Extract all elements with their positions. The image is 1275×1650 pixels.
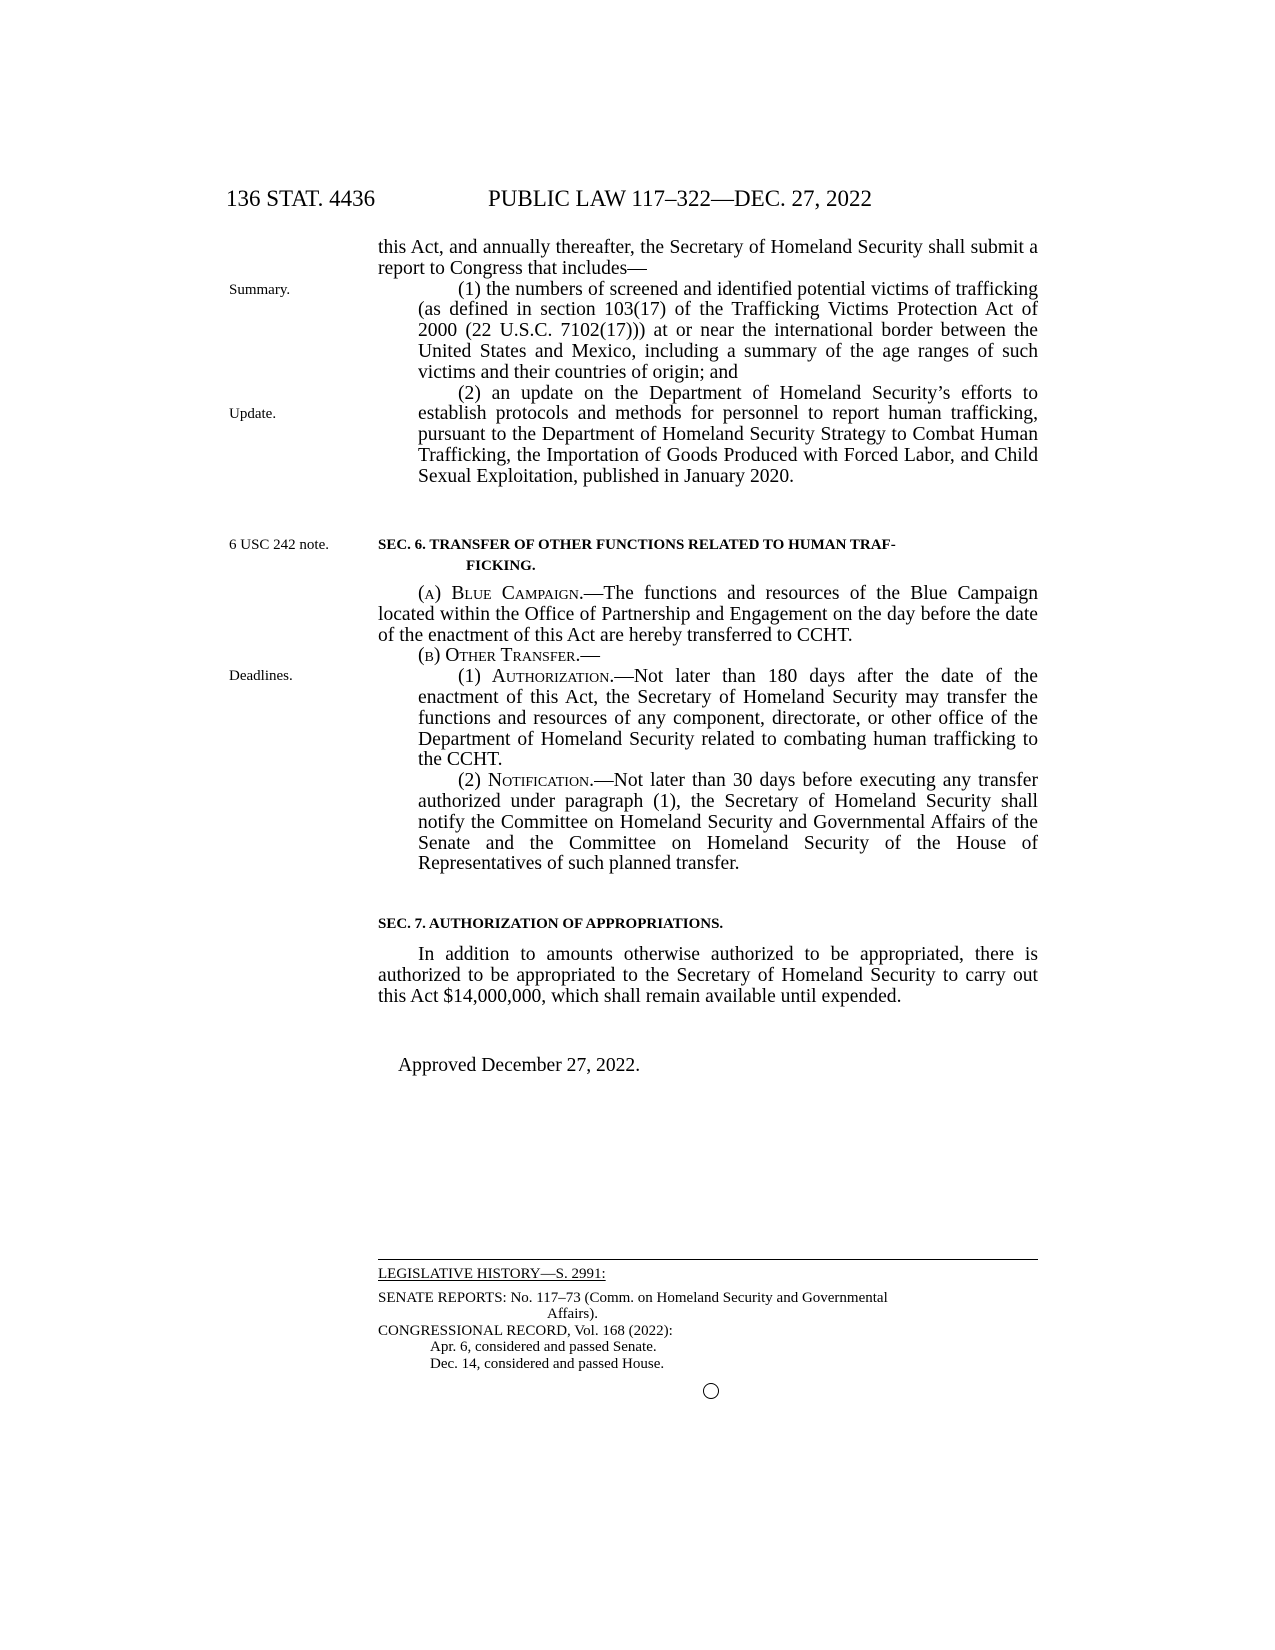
running-head-title: PUBLIC LAW 117–322—DEC. 27, 2022 xyxy=(488,186,873,211)
paragraph-b1-text: —Not later than 180 days after the date of the enactment of this Act, the Secretary of Homeland Security may transfer the functions and resources of any component, directorate, or other office of the Department of Homeland Security related to combating human trafficking to the CCHT. xyxy=(418,666,1038,771)
report-requirements-block xyxy=(378,238,1038,488)
subsection-b xyxy=(378,646,1038,667)
subsection-a xyxy=(378,584,1038,646)
legislative-history-rule xyxy=(378,1259,1038,1260)
section-7-text: In addition to amounts otherwise authorized to be appropriated, there is authorized to be appropriated to the Secretary of Homeland Security to carry out this Act $14,000,000, which shall remain available until expended. xyxy=(378,944,1038,1007)
senate-reports-line1: SENATE REPORTS: No. 117–73 (Comm. on Homeland Security and Governmental xyxy=(378,1289,888,1306)
section-6-heading xyxy=(378,535,1038,577)
section-7-heading: SEC. 7. AUTHORIZATION OF APPROPRIATIONS. xyxy=(378,916,724,932)
subsection-a-label: (a) Blue Campaign. xyxy=(418,583,584,604)
section-7-body xyxy=(378,945,1038,1007)
paragraph-b1-label: (1) Authorization. xyxy=(458,666,615,688)
paragraph-b2-label: (2) Notification. xyxy=(458,770,595,792)
report-items xyxy=(378,280,1038,488)
end-mark-circle-icon xyxy=(703,1383,719,1399)
paragraph-b2-text: —Not later than 30 days before executing any transfer authorized under paragraph (1), the Secretary of Homeland Security shall notify the Committee on Homeland Security and Governmental Affairs of the Senate and the Committee on Homeland Security of the House of Representatives of such planned transfer. xyxy=(418,770,1038,875)
stat-page-number: 136 STAT. 4436 xyxy=(226,186,376,211)
paragraph-b1 xyxy=(378,667,1038,771)
subsection-a-text: —The functions and resources of the Blue Campaign located within the Office of Partnership and Engagement on the day before the date of the enactment of this Act are hereby transferred to CCHT. xyxy=(378,583,1038,646)
margin-note-update: Update. xyxy=(229,406,277,422)
section-6-heading-line2: FICKING. xyxy=(466,558,536,574)
report-item-1: (1) the numbers of screened and identified potential victims of trafficking (as defined in section 103(17) of the Trafficking Victims Protection Act of 2000 (22 U.S.C. 7102(17))) at or near the international border between the United States and Mexico, including a summary of the age ranges of such victims and their countries of origin; and xyxy=(418,278,1038,383)
subsection-b-paragraphs xyxy=(378,667,1038,875)
section-6-heading-line1: SEC. 6. TRANSFER OF OTHER FUNCTIONS RELATED TO HUMAN TRAF- xyxy=(378,537,896,553)
margin-note-summary: Summary. xyxy=(229,282,291,298)
intro-paragraph: this Act, and annually thereafter, the Secretary of Homeland Security shall submit a report to Congress that includes— xyxy=(378,237,1038,279)
margin-note-usc: 6 USC 242 note. xyxy=(229,537,330,553)
record-entry-dec: Dec. 14, considered and passed House. xyxy=(430,1355,665,1372)
report-item-2: (2) an update on the Department of Homeland Security’s efforts to establish protocols and methods for personnel to report human trafficking, pursuant to the Department of Homeland Security Strategy to Combat Human Trafficking, the Importation of Goods Produced with Forced Labor, and Child Sexual Exploitation, published in January 2020. xyxy=(418,382,1038,487)
congressional-record: CONGRESSIONAL RECORD, Vol. 168 (2022): xyxy=(378,1322,673,1339)
margin-note-deadlines: Deadlines. xyxy=(229,668,293,684)
legislative-history xyxy=(378,1266,1038,1372)
section-6-body xyxy=(378,584,1038,875)
subsection-b-dash: — xyxy=(580,645,601,667)
paragraph-b2 xyxy=(378,771,1038,875)
legislative-history-title: LEGISLATIVE HISTORY—S. 2991: xyxy=(378,1266,606,1282)
subsection-b-label: (b) Other Transfer. xyxy=(418,645,581,667)
senate-reports-line2: Affairs). xyxy=(547,1306,598,1322)
record-entry-apr: Apr. 6, considered and passed Senate. xyxy=(430,1339,657,1355)
approval-date: Approved December 27, 2022. xyxy=(398,1055,641,1076)
